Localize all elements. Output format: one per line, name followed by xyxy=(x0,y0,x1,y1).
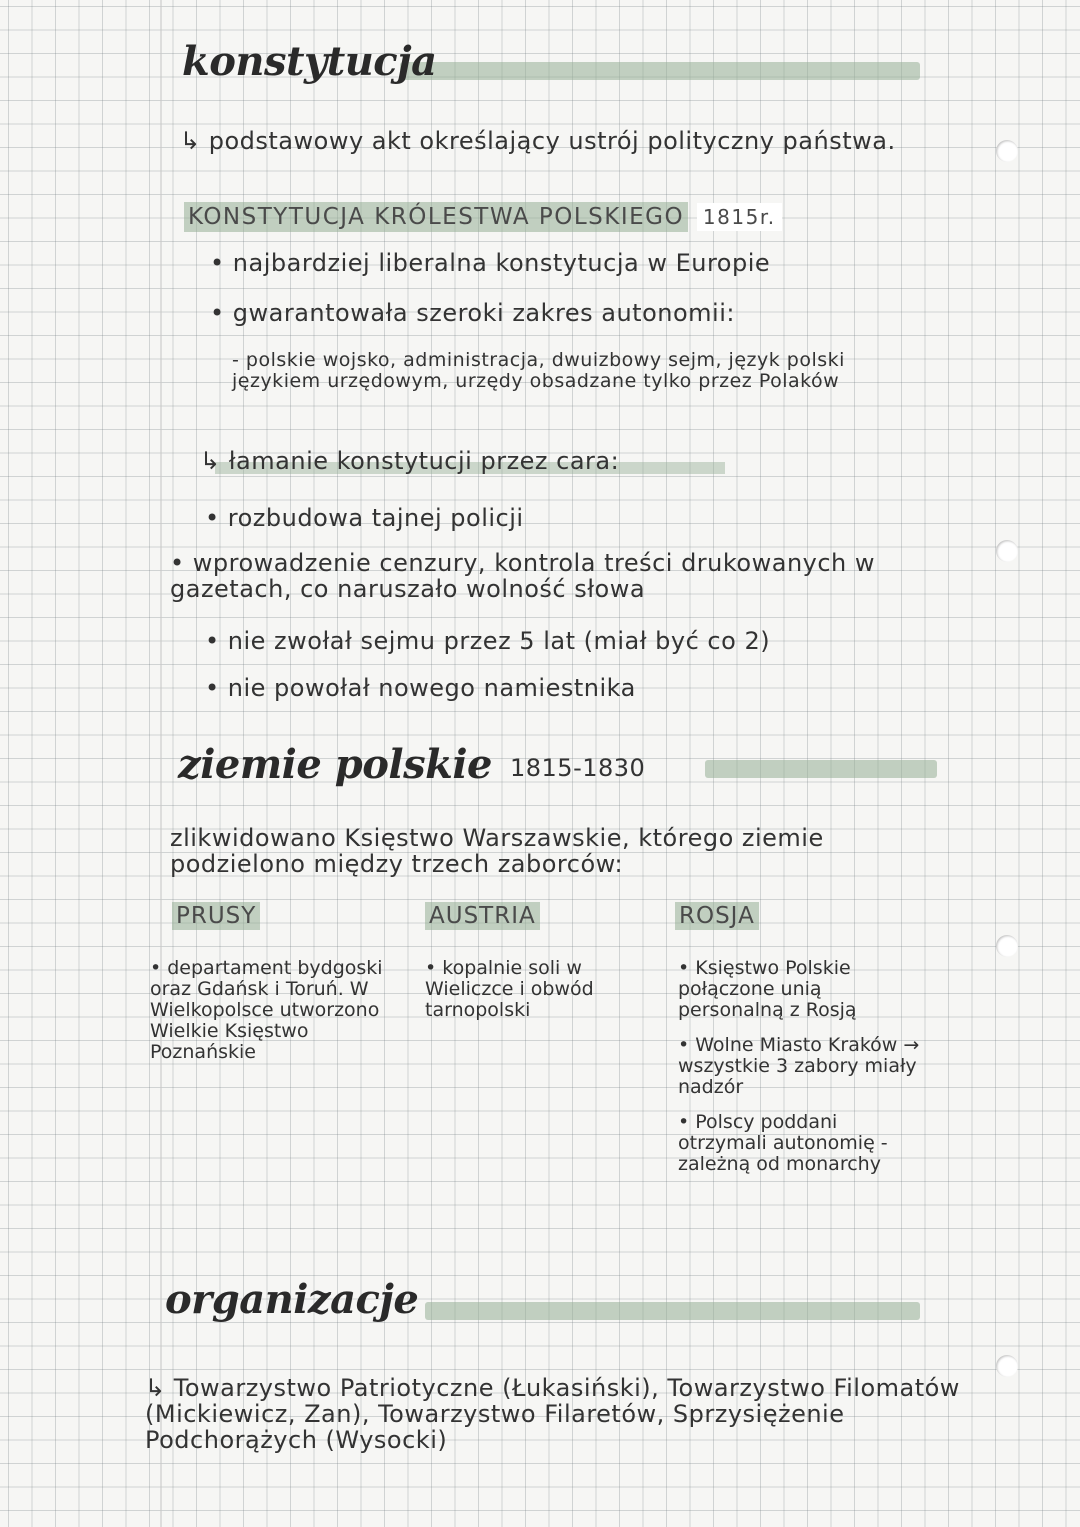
subheading xyxy=(184,204,782,230)
column-item: • kopalnie soli w Wieliczce i obwód tarnopolski xyxy=(425,957,594,1021)
heading-konstytucja: konstytucja xyxy=(182,38,437,85)
margin-line xyxy=(160,0,162,1527)
bullet-item: • nie powołał nowego namiestnika xyxy=(205,674,636,702)
autonomy-detail: - polskie wojsko, administracja, dwuizbowy sejm, język polski językiem urzędowym, urzędy obsadzane tylko przez Polaków xyxy=(232,349,845,392)
heading-highlight xyxy=(425,1302,920,1320)
punch-hole xyxy=(996,540,1018,562)
punch-hole xyxy=(996,935,1018,957)
heading-years: 1815-1830 xyxy=(510,754,646,782)
column-item: • Polscy poddani otrzymali autonomię - zależną od monarchy xyxy=(678,1111,888,1175)
heading-highlight xyxy=(400,62,920,80)
column-title-rosja: ROSJA xyxy=(675,903,759,929)
column-item: • Księstwo Polskie połączone unią personalną z Rosją xyxy=(678,957,857,1021)
punch-hole xyxy=(996,140,1018,162)
heading-organizacje: organizacje xyxy=(165,1276,419,1323)
subheading-date: 1815r. xyxy=(697,203,782,231)
column-prusy xyxy=(150,958,395,1077)
column-austria xyxy=(425,958,655,1035)
breaking-heading: ↳ łamanie konstytucji przez cara: xyxy=(200,447,620,475)
column-rosja xyxy=(678,958,923,1189)
bullet-item: • nie zwołał sejmu przez 5 lat (miał być co 2) xyxy=(205,627,771,655)
heading-highlight xyxy=(705,760,937,778)
partition-intro: zlikwidowano Księstwo Warszawskie, którego ziemie podzielono między trzech zaborców: xyxy=(170,824,824,878)
bullet-item: • wprowadzenie cenzury, kontrola treści drukowanych w gazetach, co naruszało wolność słowa xyxy=(170,549,876,603)
column-item: • Wolne Miasto Kraków → wszystkie 3 zabory miały nadzór xyxy=(678,1034,920,1098)
organizations-text: ↳ Towarzystwo Patriotyczne (Łukasiński), Towarzystwo Filomatów (Mickiewicz, Zan), Towarzystwo Filaretów, Sprzysiężenie Podchorążych (Wysocki) xyxy=(145,1374,960,1454)
subheading-title: KONSTYTUCJA KRÓLESTWA POLSKIEGO xyxy=(184,202,688,232)
definition-text: ↳ podstawowy akt określający ustrój polityczny państwa. xyxy=(180,127,896,155)
punch-hole xyxy=(996,1355,1018,1377)
column-title-austria: AUSTRIA xyxy=(425,903,540,929)
bullet-item: • najbardziej liberalna konstytucja w Europie xyxy=(210,249,771,277)
bullet-item: • gwarantowała szeroki zakres autonomii: xyxy=(210,299,735,327)
column-item: • departament bydgoski oraz Gdańsk i Toruń. W Wielkopolsce utworzono Wielkie Księstwo Poznańskie xyxy=(150,957,383,1063)
heading-ziemie-polskie: ziemie polskie xyxy=(178,741,492,788)
bullet-item: • rozbudowa tajnej policji xyxy=(205,504,524,532)
column-title-prusy: PRUSY xyxy=(172,903,260,929)
